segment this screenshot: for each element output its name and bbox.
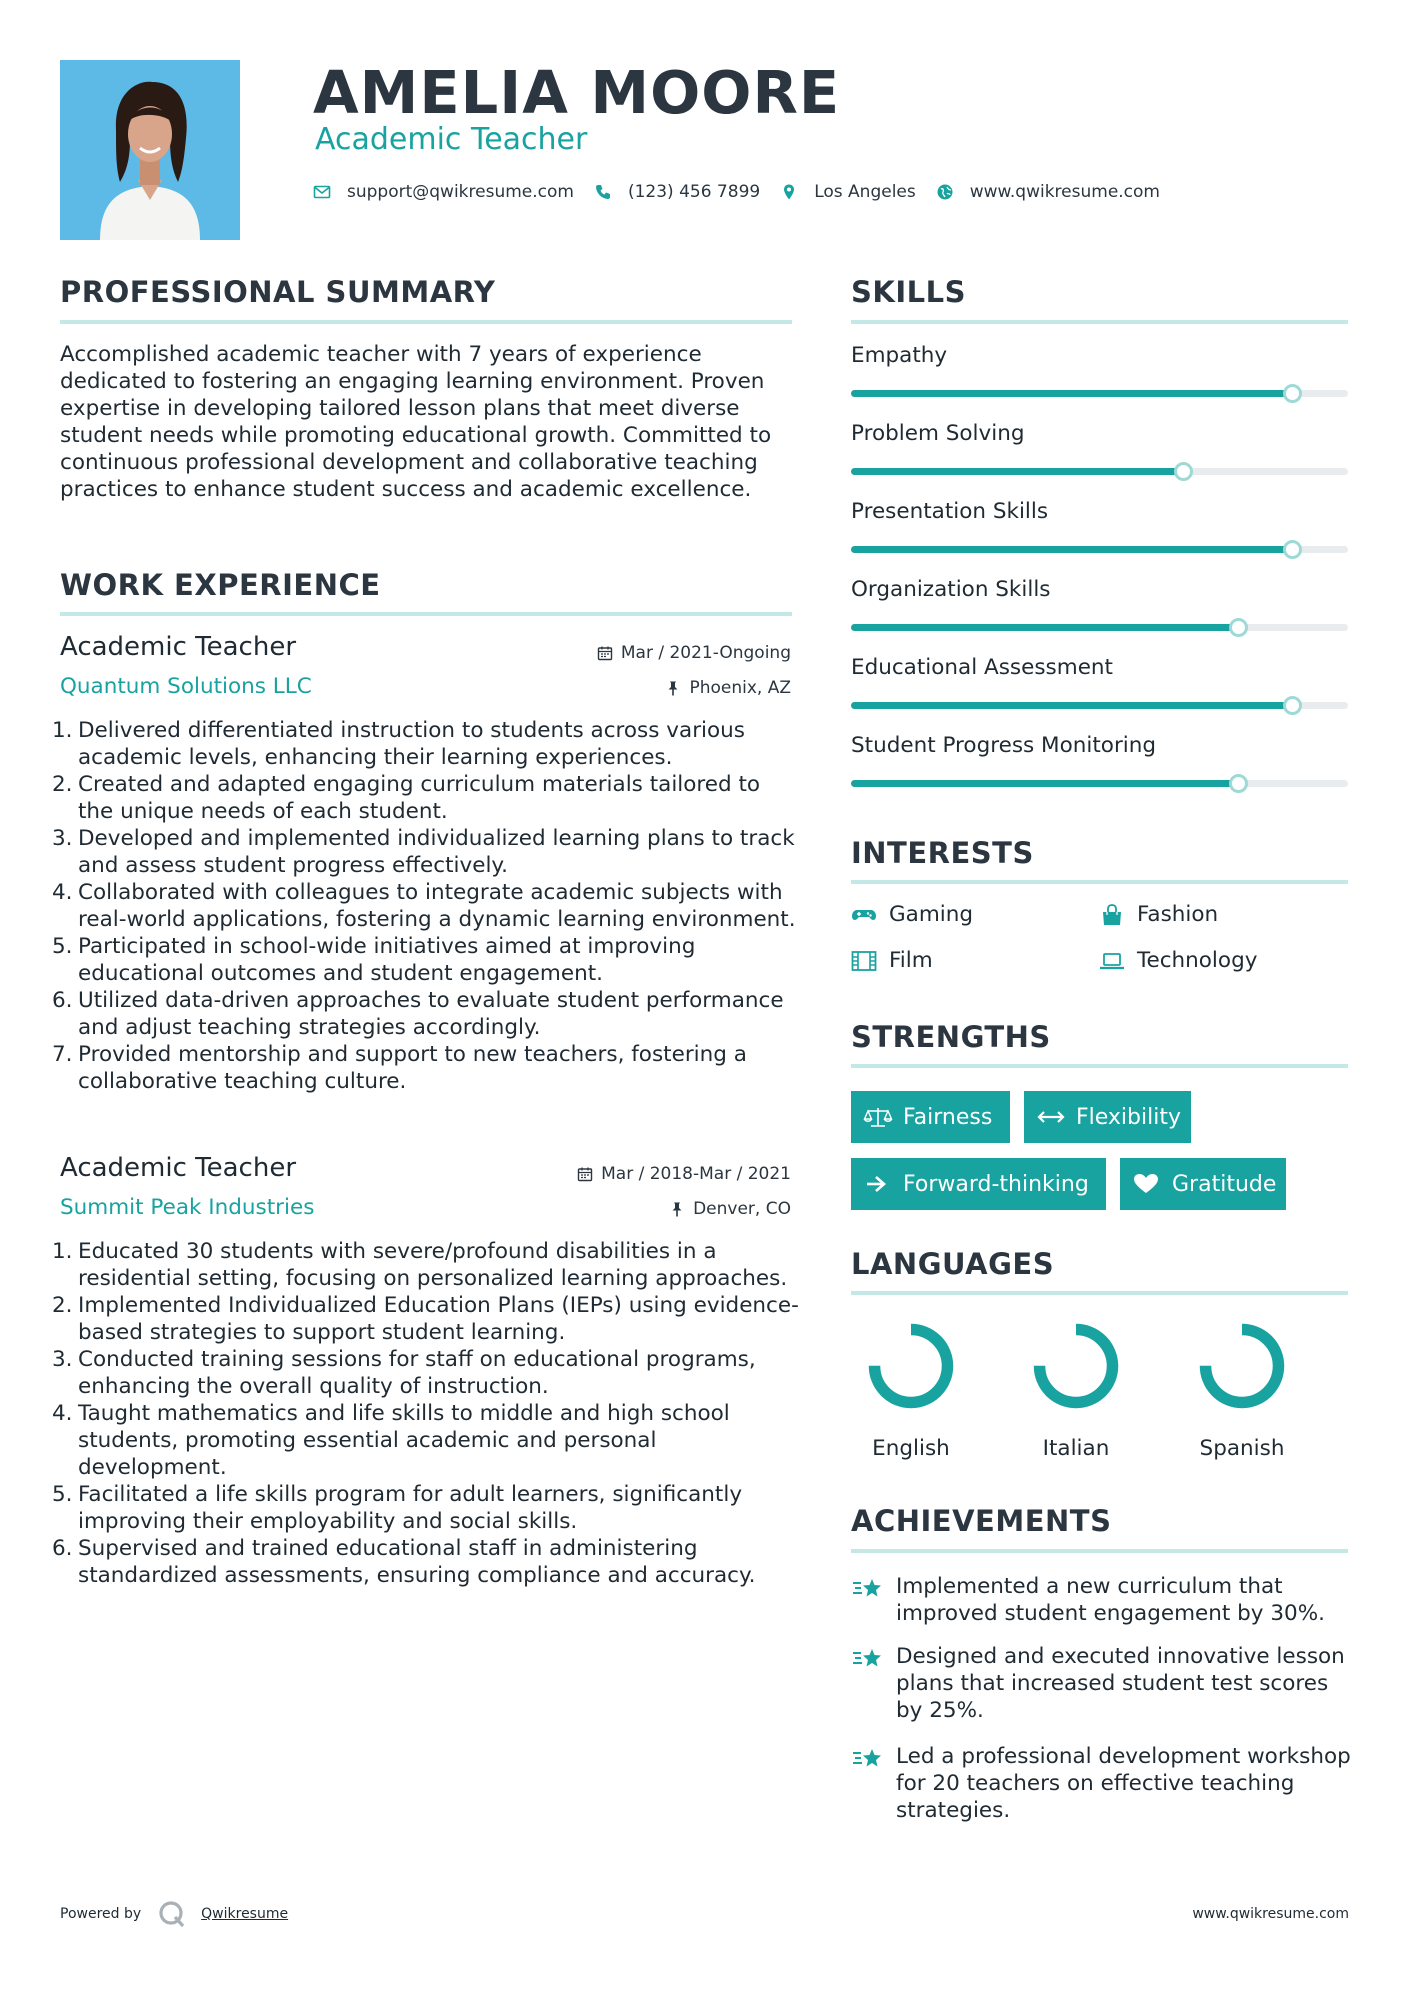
list-item: 6. Utilized data-driven approaches to evaluate student performance and adjust teaching strategies accordingly. [52,988,784,1040]
list-item: 6. Supervised and trained educational staff in administering standardized assessments, ensuring compliance and accuracy. [52,1536,756,1588]
list-item: 1. Delivered differentiated instruction to students across various academic levels, enhancing their learning experiences. [52,718,745,770]
job-location [500,678,791,698]
envelope-icon [313,183,331,201]
balance-scale-icon [863,1105,893,1129]
contact-phone[interactable] [594,182,760,202]
skill-bar-fill [851,702,1293,709]
language-label: English [872,1436,950,1461]
languages-heading: LANGUAGES [851,1247,1055,1281]
footer-powered-by: Powered by Qwikresume [60,1899,288,1929]
skill-bar-handle [1283,384,1302,403]
interests-divider [851,880,1348,884]
qwikresume-link[interactable]: Qwikresume [201,1906,289,1922]
languages-divider [851,1291,1348,1295]
job-company: Summit Peak Industries [60,1195,315,1220]
skills-heading: SKILLS [851,275,966,309]
job-location-text: Phoenix, AZ [689,678,791,698]
candidate-role: Academic Teacher [315,122,588,157]
contact-phone-text: (123) 456 7899 [627,182,761,202]
strength-badge: Fairness [851,1091,1010,1143]
map-pin-icon [780,183,798,201]
skill-bar [851,702,1348,709]
skill-label: Educational Assessment [851,655,1113,680]
interest-item: Technology [1099,948,1257,973]
job-title: Academic Teacher [60,1153,297,1183]
achievement-item: Led a professional development workshop for 20 teachers on effective teaching strategies. [851,1743,1351,1824]
list-item: 3. Developed and implemented individualized learning plans to track and assess student progress effectively. [52,826,795,878]
language-label: Spanish [1199,1436,1285,1461]
skill-bar [851,624,1348,631]
strength-badge: Gratitude [1120,1158,1286,1210]
candidate-name: AMELIA MOORE [313,58,841,127]
interest-item: Fashion [1099,902,1218,927]
job-title: Academic Teacher [60,632,297,662]
contact-email-text: support@qwikresume.com [347,182,574,202]
list-item: 1. Educated 30 students with severe/profound disabilities in a residential setting, focusing on personalized learning approaches. [52,1239,788,1291]
list-item: 4. Collaborated with colleagues to integrate academic subjects with real-world applications, fostering a dynamic learning environment. [52,880,796,932]
skill-bar-handle [1229,774,1248,793]
job-bullets [52,717,800,1095]
job-dates-text: Mar / 2018-Mar / 2021 [601,1164,791,1184]
pushpin-icon [669,1201,685,1217]
list-item: 2. Created and adapted engaging curriculum materials tailored to the unique needs of each student. [52,772,761,824]
shooting-star-icon [851,1575,885,1603]
job-dates [500,1164,791,1184]
skill-bar [851,468,1348,475]
language-label: Italian [1042,1436,1110,1461]
skill-label: Problem Solving [851,421,1025,446]
skill-bar-handle [1283,540,1302,559]
calendar-icon [577,1166,593,1182]
job-dates [500,643,791,663]
list-item: 7. Provided mentorship and support to new teachers, fostering a collaborative teaching culture. [52,1042,747,1094]
summary-heading: PROFESSIONAL SUMMARY [60,275,496,309]
interest-item: Gaming [851,902,973,927]
job-company: Quantum Solutions LLC [60,674,312,699]
language-item [851,1318,971,1461]
shopping-bag-icon [1099,903,1125,927]
heart-icon [1132,1172,1162,1196]
contact-website-text: www.qwikresume.com [969,182,1160,202]
profile-photo [60,60,240,240]
language-progress-ring [1028,1318,1124,1414]
contact-location [780,182,916,202]
summary-text: Accomplished academic teacher with 7 years of experience dedicated to fostering an engaging learning environment. Proven expertise in developing tailored lesson plans that meet diverse student needs while promoting educational growth. Committed to continuous professional development and collaborative teaching practices to enhance student success and academic excellence. [60,342,772,502]
shooting-star-icon [851,1745,885,1773]
contact-bar [313,180,1180,204]
experience-heading: WORK EXPERIENCE [60,568,381,602]
pushpin-icon [665,680,681,696]
qwikresume-logo-icon [157,1899,187,1929]
arrows-horizontal-icon [1036,1105,1066,1129]
phone-icon [594,183,612,201]
language-item [1016,1318,1136,1461]
calendar-icon [597,645,613,661]
achievement-item: Implemented a new curriculum that improved student engagement by 30%. [851,1573,1351,1627]
skill-bar-handle [1174,462,1193,481]
strengths-divider [851,1064,1348,1068]
footer-website[interactable]: www.qwikresume.com [1192,1906,1349,1922]
film-icon [851,949,877,973]
experience-divider [60,612,792,616]
skill-label: Empathy [851,343,948,368]
arrow-right-icon [863,1172,893,1196]
job-dates-text: Mar / 2021-Ongoing [620,643,791,663]
laptop-icon [1099,949,1125,973]
contact-location-text: Los Angeles [814,182,916,202]
job-bullets [52,1238,800,1589]
skill-bar-fill [851,624,1239,631]
summary-divider [60,320,792,324]
gamepad-icon [851,903,877,927]
strength-badge: Flexibility [1024,1091,1191,1143]
strengths-heading: STRENGTHS [851,1020,1051,1054]
language-item [1182,1318,1302,1461]
skill-label: Student Progress Monitoring [851,733,1157,758]
skill-bar-fill [851,780,1239,787]
skill-label: Organization Skills [851,577,1051,602]
skill-label: Presentation Skills [851,499,1049,524]
skill-bar-fill [851,468,1184,475]
achievements-divider [851,1549,1348,1553]
skill-bar [851,390,1348,397]
achievement-item: Designed and executed innovative lesson plans that increased student test scores by 25%. [851,1643,1351,1724]
list-item: 3. Conducted training sessions for staff on educational programs, enhancing the overall quality of instruction. [52,1347,756,1399]
skill-bar-fill [851,390,1293,397]
interest-item: Film [851,948,933,973]
skill-bar-fill [851,546,1293,553]
skill-bar-handle [1283,696,1302,715]
contact-website[interactable] [936,182,1160,202]
job-location [500,1199,791,1219]
language-progress-ring [1194,1318,1290,1414]
list-item: 2. Implemented Individualized Education Plans (IEPs) using evidence-based strategies to support student learning. [52,1293,799,1345]
skill-bar [851,780,1348,787]
strength-badge: Forward-thinking [851,1158,1106,1210]
skills-divider [851,320,1348,324]
list-item: 5. Participated in school-wide initiatives aimed at improving educational outcomes and student engagement. [52,934,696,986]
skill-bar-handle [1229,618,1248,637]
language-progress-ring [863,1318,959,1414]
interests-heading: INTERESTS [851,836,1034,870]
job-location-text: Denver, CO [693,1199,791,1219]
shooting-star-icon [851,1645,885,1673]
achievements-heading: ACHIEVEMENTS [851,1504,1112,1538]
contact-email[interactable] [313,182,574,202]
list-item: 4. Taught mathematics and life skills to middle and high school students, promoting essential academic and personal development. [52,1401,730,1480]
globe-icon [936,183,954,201]
list-item: 5. Facilitated a life skills program for adult learners, significantly improving their employability and social skills. [52,1482,743,1534]
skill-bar [851,546,1348,553]
